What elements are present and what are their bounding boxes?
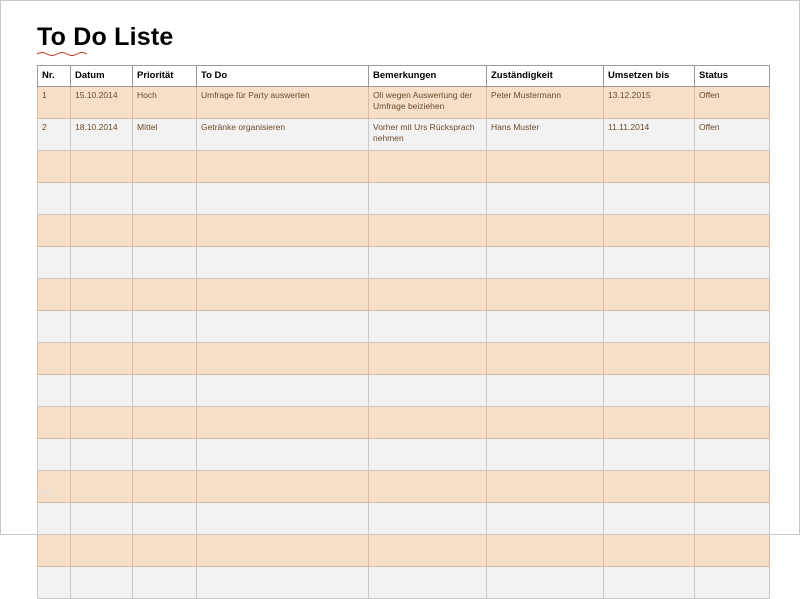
table-cell[interactable] bbox=[133, 567, 197, 599]
table-cell[interactable] bbox=[369, 247, 487, 279]
table-cell[interactable] bbox=[604, 471, 695, 503]
table-cell[interactable] bbox=[71, 183, 133, 215]
table-cell[interactable] bbox=[133, 407, 197, 439]
todo-table-body bbox=[38, 87, 770, 599]
table-cell[interactable] bbox=[133, 247, 197, 279]
table-cell[interactable] bbox=[487, 535, 604, 567]
table-cell[interactable] bbox=[487, 503, 604, 535]
table-cell[interactable] bbox=[133, 183, 197, 215]
table-cell[interactable] bbox=[487, 279, 604, 311]
table-cell[interactable]: 1 bbox=[38, 87, 71, 119]
table-cell[interactable] bbox=[197, 407, 369, 439]
table-cell[interactable] bbox=[604, 535, 695, 567]
table-cell[interactable]: Hans Muster bbox=[487, 119, 604, 151]
table-cell[interactable] bbox=[71, 535, 133, 567]
table-row[interactable] bbox=[38, 215, 770, 247]
table-cell[interactable] bbox=[71, 215, 133, 247]
table-cell[interactable] bbox=[133, 311, 197, 343]
table-cell[interactable] bbox=[369, 343, 487, 375]
table-cell[interactable]: Umfrage für Party auswerten bbox=[197, 87, 369, 119]
table-cell[interactable] bbox=[487, 311, 604, 343]
table-cell[interactable] bbox=[604, 215, 695, 247]
table-cell[interactable]: 13.12.2015 bbox=[604, 87, 695, 119]
table-cell[interactable] bbox=[604, 503, 695, 535]
table-cell[interactable] bbox=[197, 215, 369, 247]
table-cell[interactable] bbox=[197, 375, 369, 407]
table-cell[interactable] bbox=[695, 503, 770, 535]
table-cell[interactable] bbox=[369, 567, 487, 599]
table-cell[interactable]: 2 bbox=[38, 119, 71, 151]
table-cell[interactable]: Offen bbox=[695, 119, 770, 151]
table-cell[interactable]: Hoch bbox=[133, 87, 197, 119]
table-cell[interactable] bbox=[695, 279, 770, 311]
table-cell[interactable] bbox=[369, 215, 487, 247]
table-cell[interactable] bbox=[369, 503, 487, 535]
table-cell[interactable] bbox=[38, 151, 71, 183]
todo-table-container bbox=[37, 65, 769, 599]
table-cell[interactable] bbox=[695, 567, 770, 599]
table-cell[interactable] bbox=[604, 151, 695, 183]
table-cell[interactable] bbox=[38, 311, 71, 343]
table-cell[interactable] bbox=[604, 279, 695, 311]
table-cell[interactable] bbox=[695, 535, 770, 567]
table-cell[interactable] bbox=[133, 343, 197, 375]
table-cell[interactable] bbox=[133, 471, 197, 503]
table-cell[interactable] bbox=[604, 407, 695, 439]
table-cell[interactable] bbox=[604, 311, 695, 343]
table-cell[interactable] bbox=[197, 183, 369, 215]
table-cell[interactable] bbox=[695, 343, 770, 375]
table-header-row bbox=[38, 66, 770, 87]
table-cell[interactable] bbox=[487, 215, 604, 247]
table-cell[interactable]: Oli wegen Auswertung der Umfrage beiziehen bbox=[369, 87, 487, 119]
table-cell[interactable] bbox=[38, 343, 71, 375]
table-cell[interactable] bbox=[369, 535, 487, 567]
table-cell[interactable] bbox=[133, 151, 197, 183]
table-cell[interactable] bbox=[71, 311, 133, 343]
table-cell[interactable] bbox=[604, 343, 695, 375]
table-cell[interactable] bbox=[197, 151, 369, 183]
table-cell[interactable] bbox=[695, 215, 770, 247]
table-cell[interactable] bbox=[487, 151, 604, 183]
table-cell[interactable] bbox=[695, 311, 770, 343]
table-cell[interactable] bbox=[487, 343, 604, 375]
table-cell[interactable] bbox=[133, 535, 197, 567]
table-row[interactable] bbox=[38, 439, 770, 471]
table-cell[interactable] bbox=[71, 151, 133, 183]
table-cell[interactable] bbox=[133, 215, 197, 247]
table-cell[interactable] bbox=[487, 471, 604, 503]
table-row[interactable] bbox=[38, 503, 770, 535]
table-cell[interactable] bbox=[695, 375, 770, 407]
column-header-umsetzen-bis: Umsetzen bis bbox=[604, 66, 695, 87]
table-cell[interactable] bbox=[197, 439, 369, 471]
table-cell[interactable]: Mittel bbox=[133, 119, 197, 151]
table-cell[interactable] bbox=[369, 471, 487, 503]
table-cell[interactable] bbox=[71, 407, 133, 439]
table-cell[interactable] bbox=[369, 279, 487, 311]
table-cell[interactable] bbox=[369, 375, 487, 407]
table-cell[interactable] bbox=[604, 247, 695, 279]
table-row[interactable] bbox=[38, 407, 770, 439]
table-cell[interactable] bbox=[604, 439, 695, 471]
table-cell[interactable] bbox=[369, 311, 487, 343]
table-cell[interactable] bbox=[71, 503, 133, 535]
column-header-nr: Nr. bbox=[38, 66, 71, 87]
table-cell[interactable] bbox=[604, 567, 695, 599]
table-cell[interactable] bbox=[487, 375, 604, 407]
table-row[interactable] bbox=[38, 119, 770, 151]
table-row[interactable] bbox=[38, 247, 770, 279]
table-cell[interactable] bbox=[369, 183, 487, 215]
table-cell[interactable] bbox=[133, 375, 197, 407]
table-cell[interactable] bbox=[604, 183, 695, 215]
column-header-status: Status bbox=[695, 66, 770, 87]
table-cell[interactable] bbox=[487, 247, 604, 279]
table-cell[interactable] bbox=[38, 375, 71, 407]
table-cell[interactable]: 18.10.2014 bbox=[71, 119, 133, 151]
table-cell[interactable] bbox=[487, 183, 604, 215]
table-cell[interactable] bbox=[695, 183, 770, 215]
table-cell[interactable] bbox=[369, 439, 487, 471]
table-cell[interactable] bbox=[604, 375, 695, 407]
table-cell[interactable] bbox=[71, 343, 133, 375]
table-cell[interactable] bbox=[38, 503, 71, 535]
table-row[interactable] bbox=[38, 343, 770, 375]
table-cell[interactable]: 15.10.2014 bbox=[71, 87, 133, 119]
table-cell[interactable]: Offen bbox=[695, 87, 770, 119]
column-header-bemerkungen: Bemerkungen bbox=[369, 66, 487, 87]
table-cell[interactable] bbox=[71, 439, 133, 471]
table-cell[interactable] bbox=[71, 247, 133, 279]
table-cell[interactable] bbox=[197, 535, 369, 567]
column-header-zustaendigkeit: Zuständigkeit bbox=[487, 66, 604, 87]
title-underline-decoration bbox=[37, 51, 185, 55]
table-cell[interactable] bbox=[197, 311, 369, 343]
table-row[interactable] bbox=[38, 471, 770, 503]
table-cell[interactable] bbox=[197, 471, 369, 503]
table-cell[interactable] bbox=[369, 407, 487, 439]
table-cell[interactable] bbox=[71, 375, 133, 407]
table-cell[interactable] bbox=[133, 503, 197, 535]
table-cell[interactable] bbox=[38, 567, 71, 599]
table-cell[interactable] bbox=[38, 439, 71, 471]
table-cell[interactable]: Peter Mustermann bbox=[487, 87, 604, 119]
table-cell[interactable] bbox=[197, 567, 369, 599]
table-row[interactable] bbox=[38, 151, 770, 183]
table-row[interactable] bbox=[38, 87, 770, 119]
table-cell[interactable] bbox=[38, 215, 71, 247]
table-cell[interactable] bbox=[369, 151, 487, 183]
table-cell[interactable] bbox=[695, 151, 770, 183]
table-cell[interactable] bbox=[487, 407, 604, 439]
table-cell[interactable] bbox=[695, 247, 770, 279]
page-title: To Do Liste bbox=[37, 23, 174, 51]
column-header-prioritaet: Priorität bbox=[133, 66, 197, 87]
table-cell[interactable] bbox=[38, 407, 71, 439]
table-cell[interactable] bbox=[695, 439, 770, 471]
table-cell[interactable] bbox=[38, 247, 71, 279]
table-cell[interactable] bbox=[38, 535, 71, 567]
table-row[interactable] bbox=[38, 183, 770, 215]
table-cell[interactable] bbox=[71, 567, 133, 599]
todo-table bbox=[37, 65, 770, 599]
table-cell[interactable]: Vorher mit Urs Rücksprach nehmen bbox=[369, 119, 487, 151]
table-cell[interactable] bbox=[695, 407, 770, 439]
table-cell[interactable] bbox=[197, 247, 369, 279]
table-cell[interactable] bbox=[38, 279, 71, 311]
table-row[interactable] bbox=[38, 311, 770, 343]
table-cell[interactable]: Getränke organisieren bbox=[197, 119, 369, 151]
table-cell[interactable] bbox=[133, 439, 197, 471]
table-cell[interactable] bbox=[71, 471, 133, 503]
table-cell[interactable] bbox=[487, 439, 604, 471]
footer-watermark: hcp bbox=[37, 487, 52, 496]
table-cell[interactable] bbox=[197, 343, 369, 375]
table-cell[interactable] bbox=[197, 503, 369, 535]
table-cell[interactable] bbox=[133, 279, 197, 311]
table-cell[interactable] bbox=[38, 183, 71, 215]
table-row[interactable] bbox=[38, 535, 770, 567]
table-cell[interactable] bbox=[487, 567, 604, 599]
table-cell[interactable]: 11.11.2014 bbox=[604, 119, 695, 151]
table-row[interactable] bbox=[38, 375, 770, 407]
column-header-todo: To Do bbox=[197, 66, 369, 87]
table-cell[interactable] bbox=[695, 471, 770, 503]
table-cell[interactable] bbox=[197, 279, 369, 311]
table-cell[interactable] bbox=[71, 279, 133, 311]
column-header-datum: Datum bbox=[71, 66, 133, 87]
table-row[interactable] bbox=[38, 567, 770, 599]
table-row[interactable] bbox=[38, 279, 770, 311]
